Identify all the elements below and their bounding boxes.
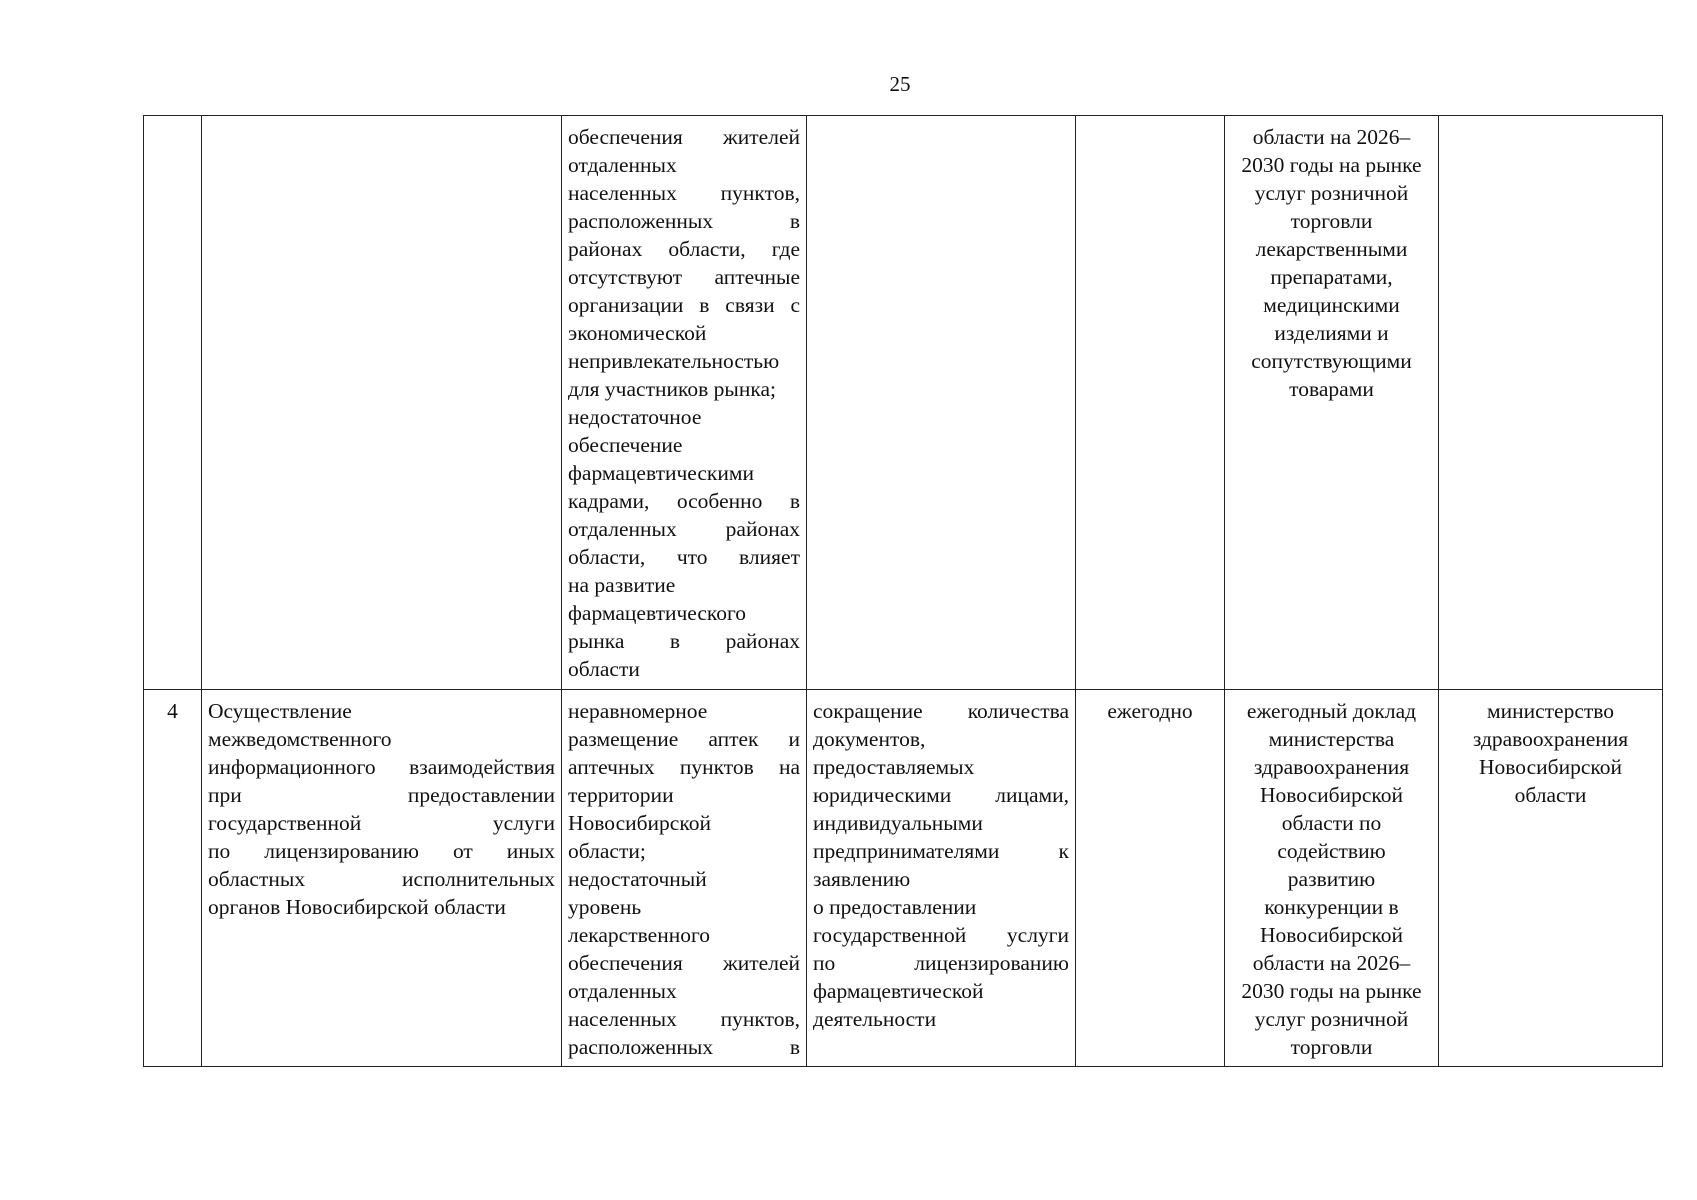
- result-cell: [807, 116, 1076, 690]
- cell-text-line: сокращение количества: [813, 699, 1069, 723]
- term-cell: [1076, 690, 1225, 1067]
- cell-text-line: сопутствующими: [1251, 349, 1412, 373]
- cell-text-line: неравномерное: [568, 699, 708, 723]
- executor-cell: [1439, 690, 1663, 1067]
- table-row: [144, 690, 1663, 1067]
- cell-text-line: здравоохранения: [1253, 755, 1410, 779]
- cell-text-line: рынка в районах: [568, 629, 800, 653]
- cell-text-line: населенных пунктов,: [568, 1007, 800, 1031]
- cell-text-line: развитию: [1287, 867, 1376, 891]
- cell-text-line: предоставляемых: [813, 755, 975, 779]
- document-cell: [1225, 116, 1439, 690]
- row-number-cell: [144, 690, 202, 1067]
- cell-text-line: организации в связи с: [568, 293, 800, 317]
- cell-text-line: государственной услуги: [813, 923, 1069, 947]
- cell-text-line: областных исполнительных: [208, 867, 555, 891]
- measure-cell: [202, 690, 562, 1067]
- cell-text-line: торговли: [1290, 209, 1373, 233]
- cell-text-line: отсутствуют аптечные: [568, 265, 800, 289]
- cell-text-line: населенных пунктов,: [568, 181, 800, 205]
- cell-text-line: фармацевтического: [568, 601, 747, 625]
- cell-text-line: кадрами, особенно в: [568, 489, 800, 513]
- cell-text-line: обеспечения жителей: [568, 951, 800, 975]
- cell-text-line: Новосибирской: [1260, 783, 1403, 807]
- cell-text-line: уровень: [568, 895, 642, 919]
- cell-text-line: при предоставлении: [208, 783, 555, 807]
- cell-text-line: расположенных в: [568, 209, 800, 233]
- measure-cell: [202, 116, 562, 690]
- cell-text-line: заявлению: [813, 867, 911, 891]
- cell-text-line: министерства: [1268, 727, 1395, 751]
- cell-text-line: государственной услуги: [208, 811, 555, 835]
- cell-text-line: области, что влияет: [568, 545, 800, 569]
- cell-text-line: ежегодный доклад: [1246, 699, 1417, 723]
- cell-text-line: деятельности: [813, 1007, 937, 1031]
- page-number: 25: [889, 72, 911, 96]
- row-number-cell: [144, 116, 202, 690]
- cell-text-line: недостаточное: [568, 405, 702, 429]
- cell-text-line: области: [1514, 783, 1587, 807]
- cell-text-line: территории: [568, 783, 674, 807]
- cell-text-line: изделиями и: [1274, 321, 1389, 345]
- cell-text-line: Новосибирской: [1479, 755, 1622, 779]
- cell-text-line: лекарственными: [1255, 237, 1408, 261]
- cell-text-line: Новосибирской: [568, 811, 711, 835]
- cell-text-line: по лицензированию от иных: [208, 839, 555, 863]
- cell-text-line: размещение аптек и: [568, 727, 800, 751]
- cell-text-line: услуг розничной: [1254, 181, 1409, 205]
- cell-text-line: документов,: [813, 727, 926, 751]
- cell-text-line: аптечных пунктов на: [568, 755, 800, 779]
- cell-text-line: предпринимателями к: [813, 839, 1069, 863]
- cell-text-line: фармацевтической: [813, 979, 984, 1003]
- cell-text-line: области на 2026–: [1252, 125, 1411, 149]
- cell-text-line: отдаленных: [568, 153, 677, 177]
- cell-text-line: Новосибирской: [1260, 923, 1403, 947]
- executor-cell: [1439, 116, 1663, 690]
- cell-text-line: органов Новосибирской области: [208, 895, 506, 919]
- cell-text-line: области по: [1281, 811, 1382, 835]
- cell-text-line: непривлекательностью: [568, 349, 780, 373]
- cell-text-line: 2030 годы на рынке: [1241, 153, 1422, 177]
- cell-text-line: на развитие: [568, 573, 676, 597]
- cell-text-line: области: [568, 657, 640, 681]
- cell-text-line: товарами: [1289, 377, 1374, 401]
- cell-text-line: торговли: [1290, 1035, 1373, 1059]
- cell-text-line: межведомственного: [208, 727, 392, 751]
- result-cell: [807, 690, 1076, 1067]
- cell-text-line: экономической: [568, 321, 707, 345]
- row-number: 4: [167, 699, 178, 723]
- cell-text-line: препаратами,: [1270, 265, 1393, 289]
- cell-text-line: отдаленных районах: [568, 517, 800, 541]
- term-cell: [1076, 116, 1225, 690]
- cell-text-line: юридическими лицами,: [813, 783, 1069, 807]
- table-row: [144, 116, 1663, 690]
- cell-text-line: содействию: [1277, 839, 1386, 863]
- cell-text-line: министерство: [1486, 699, 1615, 723]
- cell-text-line: районах области, где: [568, 237, 800, 261]
- term-text: ежегодно: [1107, 699, 1193, 723]
- cell-text-line: медицинскими: [1263, 293, 1400, 317]
- measures-table: [143, 115, 1663, 1067]
- cell-text-line: области;: [568, 839, 646, 863]
- cell-text-line: здравоохранения: [1472, 727, 1629, 751]
- cell-text-line: конкуренции в: [1264, 895, 1399, 919]
- cell-text-line: 2030 годы на рынке: [1241, 979, 1422, 1003]
- cell-text-line: обеспечение: [568, 433, 683, 457]
- cell-text-line: индивидуальными: [813, 811, 983, 835]
- problem-cell: [562, 690, 807, 1067]
- cell-text-line: по лицензированию: [813, 951, 1069, 975]
- document-cell: [1225, 690, 1439, 1067]
- cell-text-line: недостаточный: [568, 867, 707, 891]
- cell-text-line: области на 2026–: [1252, 951, 1411, 975]
- cell-text-line: фармацевтическими: [568, 461, 754, 485]
- cell-text-line: для участников рынка;: [568, 377, 776, 401]
- cell-text-line: Осуществление: [208, 699, 352, 723]
- cell-text-line: отдаленных: [568, 979, 677, 1003]
- cell-text-line: информационного взаимодействия: [208, 755, 555, 779]
- cell-text-line: расположенных в: [568, 1035, 800, 1059]
- problem-cell: [562, 116, 807, 690]
- cell-text-line: обеспечения жителей: [568, 125, 800, 149]
- cell-text-line: о предоставлении: [813, 895, 977, 919]
- cell-text-line: лекарственного: [568, 923, 710, 947]
- cell-text-line: услуг розничной: [1254, 1007, 1409, 1031]
